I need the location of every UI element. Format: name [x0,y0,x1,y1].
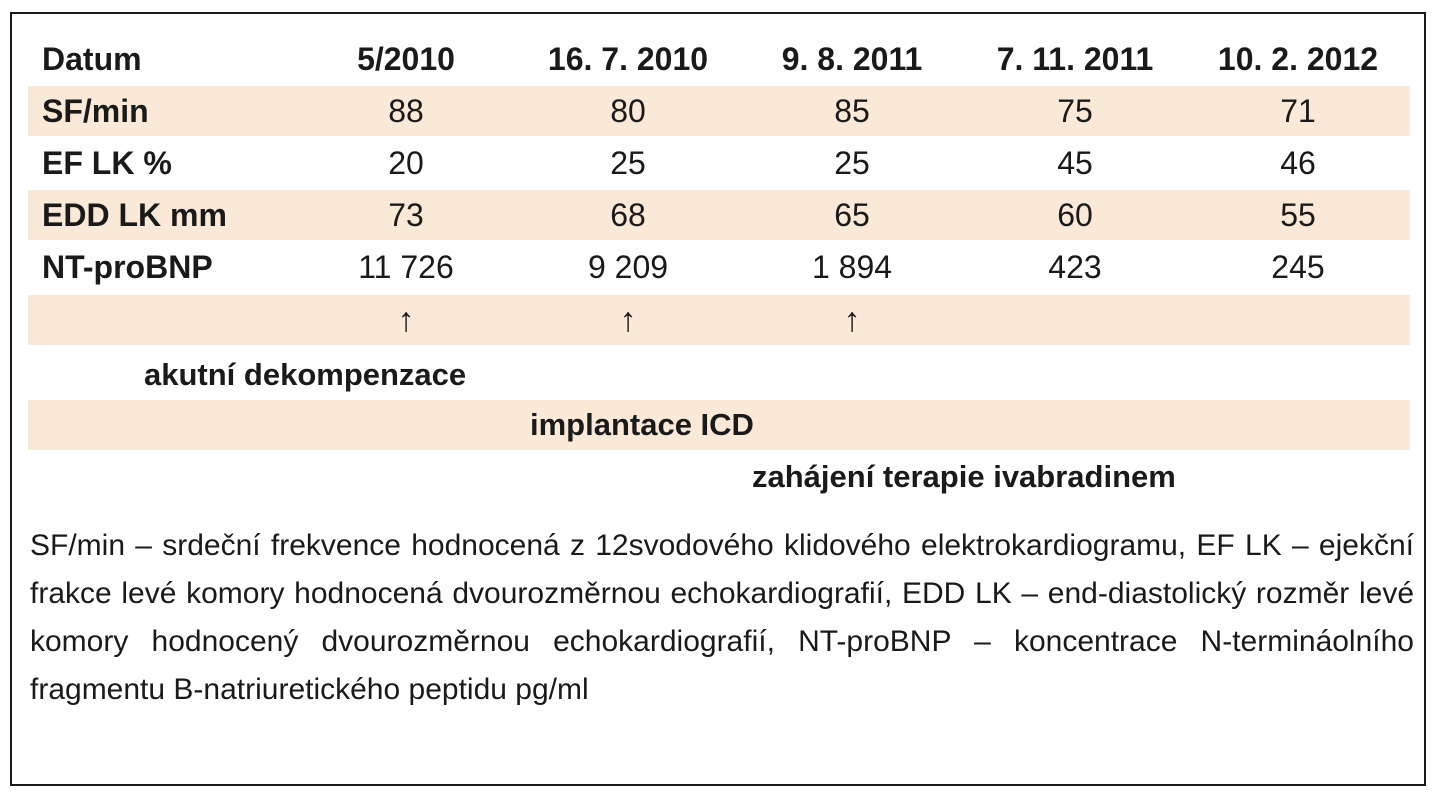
table-cell: 85 [834,93,870,129]
table-row [28,242,1410,292]
table-cell: 25 [610,145,646,181]
table-row [28,138,1410,188]
table-cell: 55 [1280,197,1316,233]
table-cell: 80 [610,93,646,129]
event-row [28,452,1410,502]
event-icd-implantation: implantace ICD [530,407,754,442]
table-cell: 46 [1280,145,1316,181]
event-row [28,350,1410,400]
date-column-5: 10. 2. 2012 [1217,41,1379,77]
table-row [28,190,1410,240]
table-cell: 45 [1057,145,1093,181]
footnote: SF/min – srdeční frekvence hodnocená z 12svodového klidového elektrokardiogramu, EF LK – ejekční frakce levé komory hodnocená dvourozměrnou echokardiografií, EDD LK – end-diastolický rozměr levé komory hodnocený dvourozměrnou echokardiografií, NT-proBNP – koncentrace N-termináolního fragmentu B-natriuretického peptidu pg/ml [30,529,1414,706]
table-cell: 68 [610,197,646,233]
table-cell: 71 [1280,93,1316,129]
table-cell: 9 209 [587,249,669,285]
table-cell: 73 [388,197,424,233]
header-row [28,34,1410,84]
table-cell: 1 894 [811,249,893,285]
row-label: EDD LK mm [42,197,227,233]
event-ivabradine-therapy: zahájení terapie ivabradinem [752,459,1176,494]
table-cell: 11 726 [358,249,454,285]
table-cell: 75 [1057,93,1093,129]
event-row [28,400,1410,450]
table-cell: 65 [834,197,870,233]
table-cell: 423 [1048,249,1102,285]
table-cell: 60 [1057,197,1093,233]
up-arrow-icon: ↑ [397,301,415,339]
table-row [28,86,1410,136]
date-column-1: 5/2010 [357,41,455,77]
row-label: EF LK % [42,145,172,181]
table-cell: 20 [388,145,424,181]
event-acute-decompensation: akutní dekompenzace [144,357,467,392]
date-column-2: 16. 7. 2010 [547,41,709,77]
date-column-3: 9. 8. 2011 [781,41,923,77]
up-arrow-icon: ↑ [843,301,861,339]
up-arrow-icon: ↑ [619,301,637,339]
row-label: NT-proBNP [42,249,213,285]
arrow-row [28,295,1410,345]
header-label: Datum [42,41,142,77]
table-cell: 88 [388,93,424,129]
row-label: SF/min [42,93,149,129]
date-column-4: 7. 11. 2011 [996,41,1154,77]
table-cell: 245 [1271,249,1325,285]
table-cell: 25 [834,145,870,181]
